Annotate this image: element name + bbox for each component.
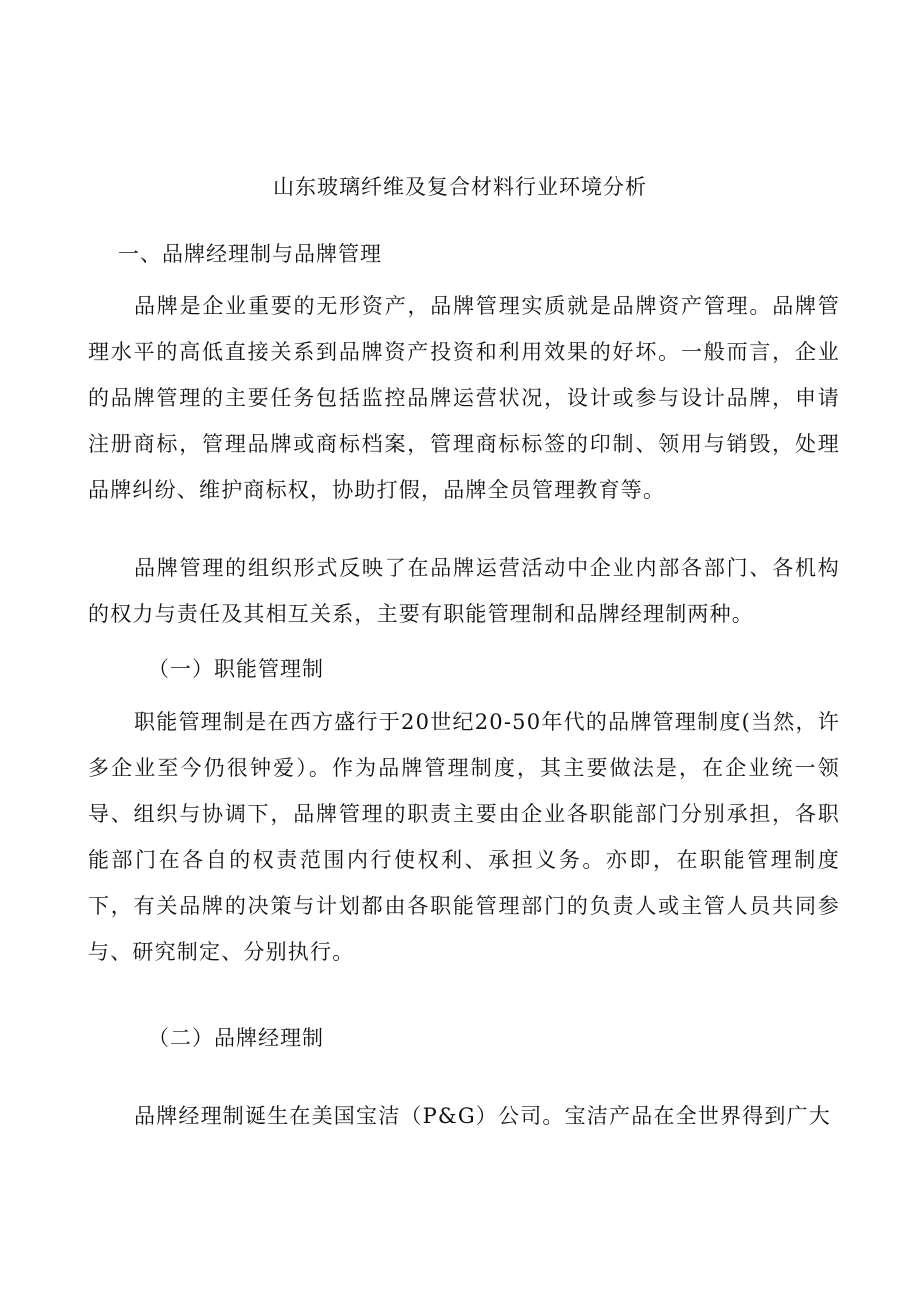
section-heading-brand-manager-system: 一、品牌经理制与品牌管理 xyxy=(118,242,382,266)
subsection-heading-functional-management: （一）职能管理制 xyxy=(148,657,324,681)
document-title: 山东玻璃纤维及复合材料行业环境分析 xyxy=(273,175,647,199)
subsection-heading-brand-manager: （二）品牌经理制 xyxy=(148,1026,324,1050)
paragraph-brand-asset-management: 品牌是企业重要的无形资产，品牌管理实质就是品牌资产管理。品牌管理水平的高低直接关系到品牌资产投资和利用效果的好坏。一般而言，企业的品牌管理的主要任务包括监控品牌运营状况，设计或参与设计品牌，申请注册商标，管理品牌或商标档案，管理商标标签的印制、领用与销毁，处理品牌纠纷、维护商标权，协助打假，品牌全员管理教育等。 xyxy=(88,294,840,502)
paragraph-functional-management: 职能管理制是在西方盛行于20世纪20-50年代的品牌管理制度(当然，许多企业至今仍很钟爱）。作为品牌管理制度，其主要做法是，在企业统一领导、组织与协调下，品牌管理的职责主要由企业各职能部门分别承担，各职能部门在各自的权责范围内行使权利、承担义务。亦即，在职能管理制度下，有关品牌的决策与计划都由各职能管理部门的负责人或主管人员共同参与、研究制定、分别执行。 xyxy=(88,710,840,964)
paragraph-brand-organization-forms: 品牌管理的组织形式反映了在品牌运营活动中企业内部各部门、各机构的权力与责任及其相互关系，主要有职能管理制和品牌经理制两种。 xyxy=(88,556,840,626)
paragraph-brand-manager-origin: 品牌经理制诞生在美国宝洁（P&G）公司。宝洁产品在全世界得到广大 xyxy=(134,1104,831,1128)
